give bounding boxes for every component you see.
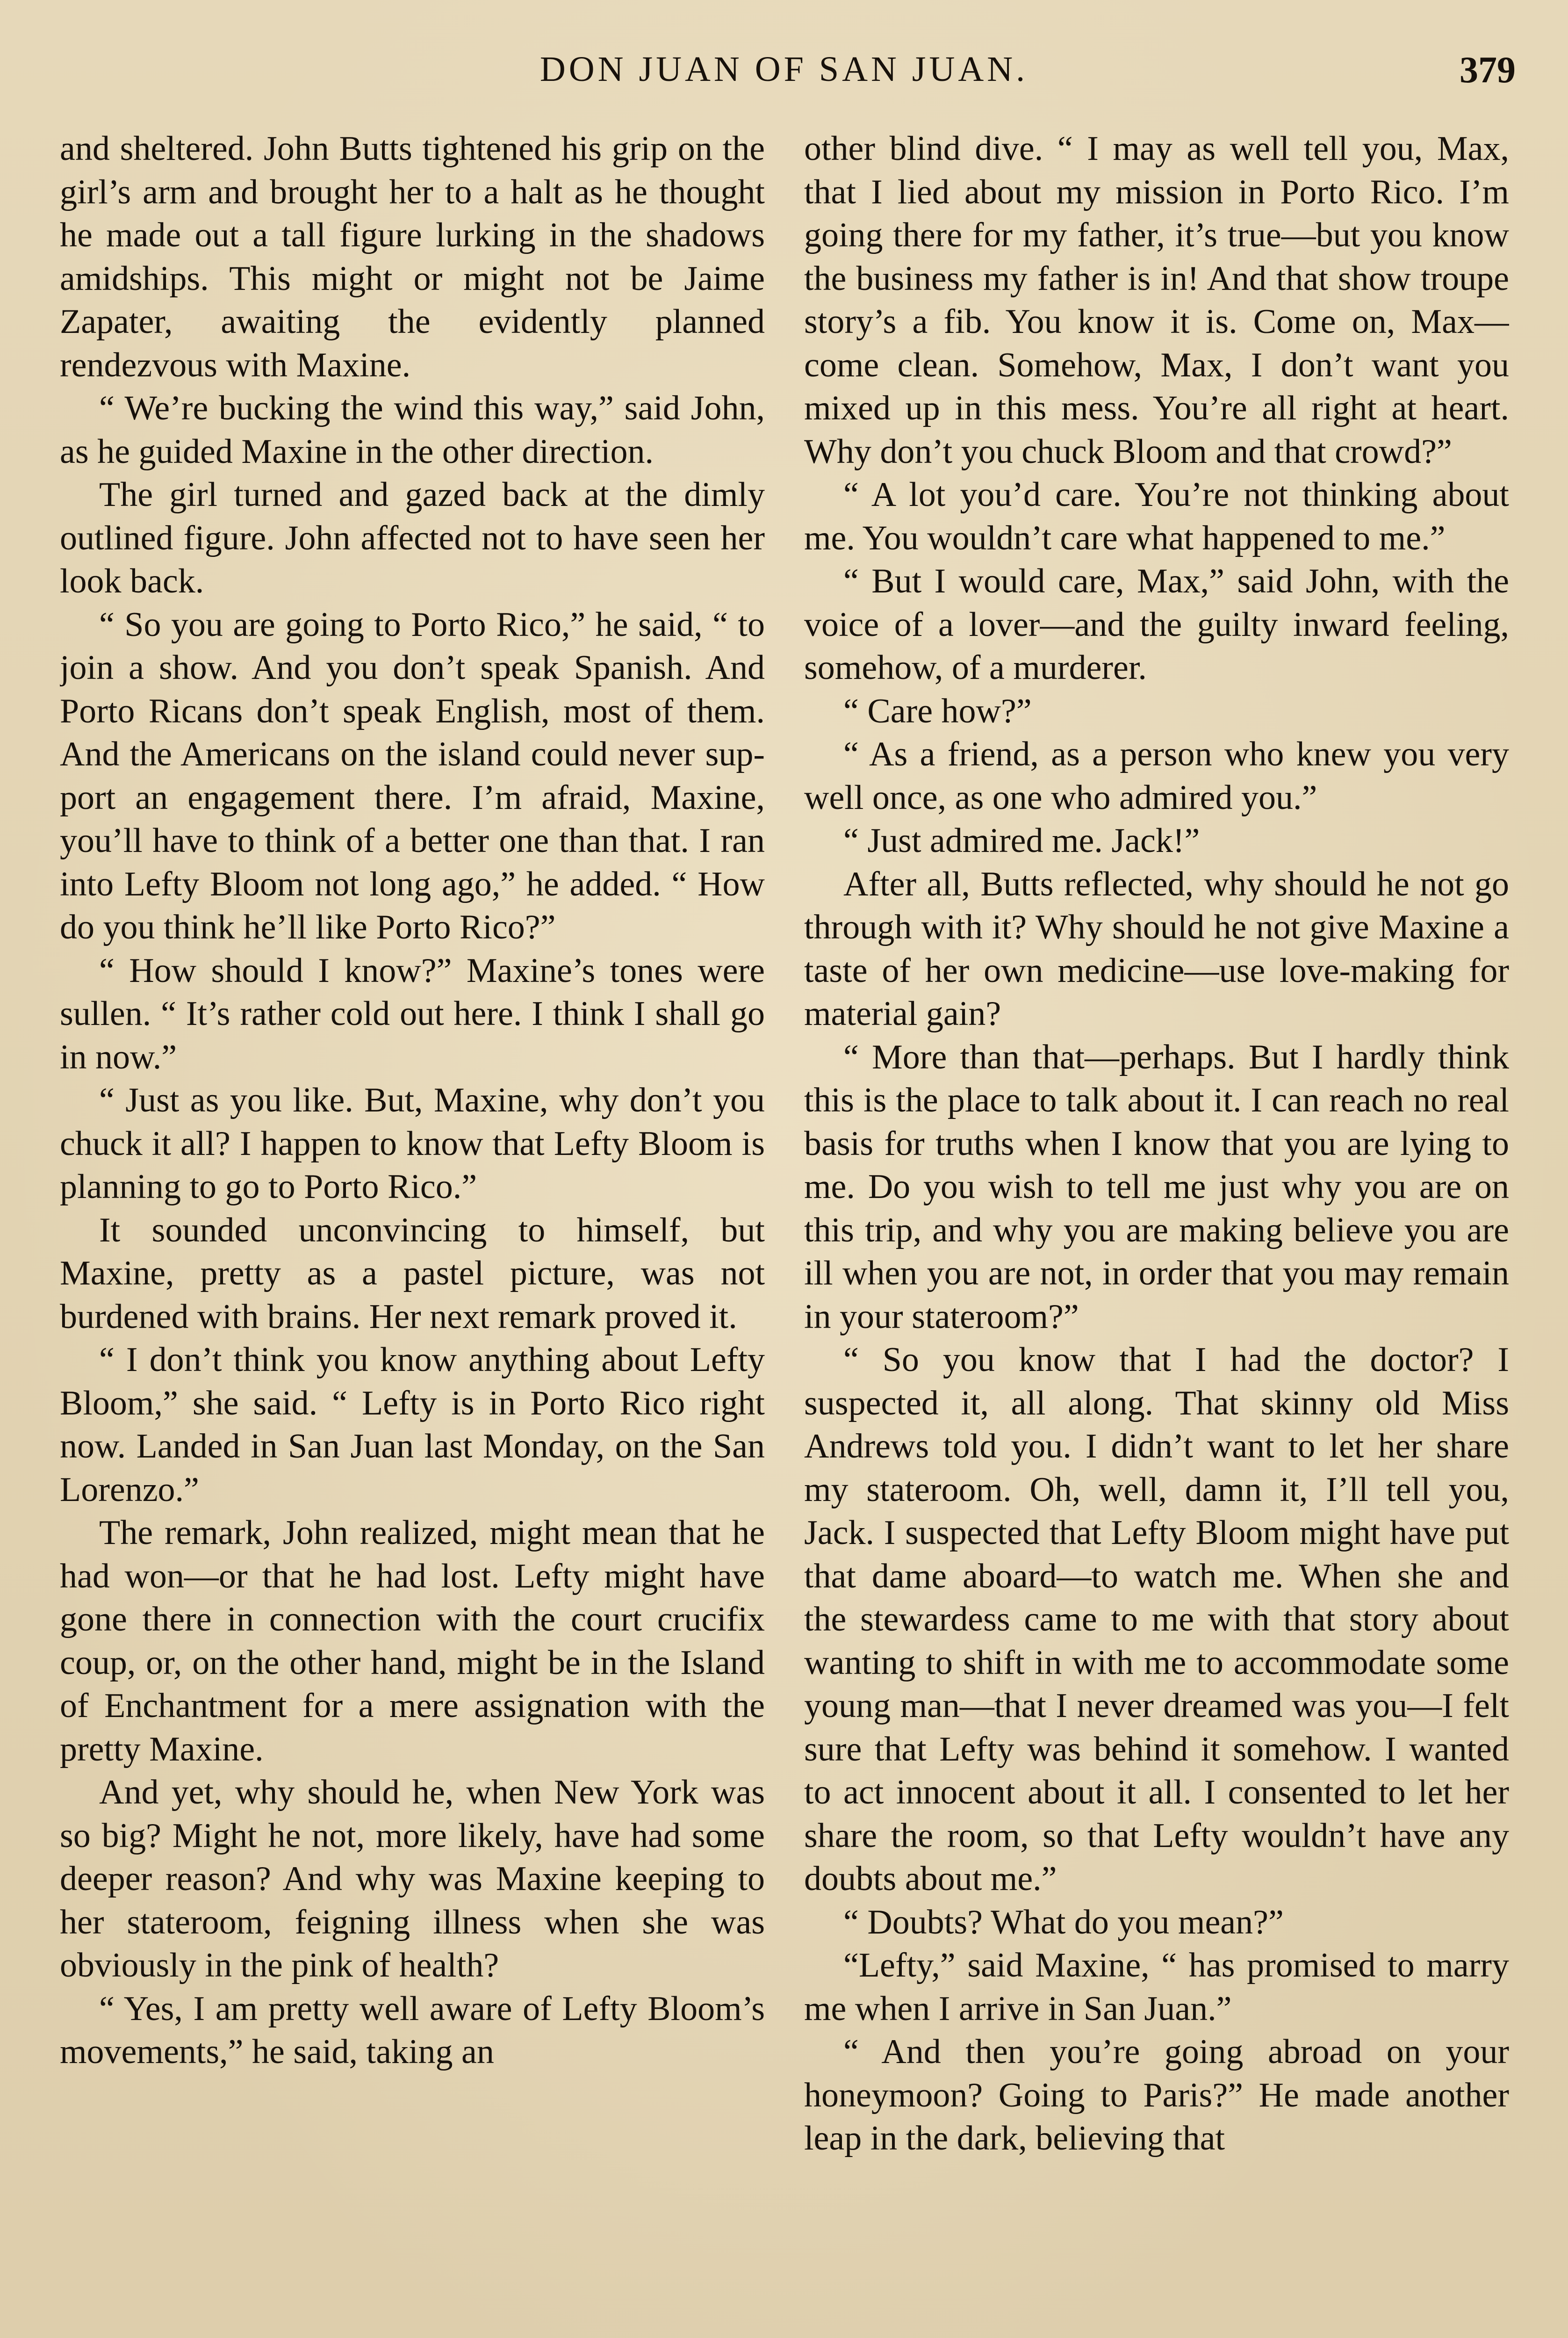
paragraph: “ Just admired me. Jack!”	[843, 822, 1200, 860]
paragraph: “ I don’t think you know anything about Lefty Bloom,” she said. “ Lefty is in Porto Rico right now. Landed in San Juan last Monday, on the San Lorenzo.”	[60, 1341, 765, 1509]
paragraph: “ More than that—perhaps. But I hardly think this is the place to talk about it. I can reach no real basis for truths when I know that you are lying to me. Do you wish to tell me just why you are on this trip, and why you are making believe you are ill when you are not, in order that you may remain in your stateroom?”	[804, 1038, 1509, 1336]
paragraph: “ Just as you like. But, Maxine, why don’t you chuck it all? I happen to know that Lefty Bloom is planning to go to Porto Rico.”	[60, 1081, 765, 1206]
page-number: 379	[1460, 50, 1516, 91]
paragraph: “ But I would care, Max,” said John, with the voice of a lover—and the guilty inward feeling, somehow, of a murderer.	[804, 562, 1509, 687]
paragraph: “Lefty,” said Maxine, “ has promised to marry me when I arrive in San Juan.”	[804, 1946, 1509, 2028]
paragraph: “ So you know that I had the doctor? I suspected it, all along. That skinny old Miss Andrews told you. I didn’t want to let her share my stateroom. Oh, well, damn it, I’ll tell you, Jack. I suspected that Lefty Bloom might have put that dame aboard—to watch me. When she and the stewardess came to me with that story about wanting to shift in with me to accommodate some young man—that I never dreamed was you—I felt sure that Lefty was behind it somehow. I wanted to act innocent about it all. I consented to let her share the room, so that Lefty wouldn’t have any doubts about me.”	[804, 1341, 1509, 1898]
right-column	[804, 127, 1509, 2338]
paragraph: “ Doubts? What do you mean?”	[843, 1903, 1284, 1941]
running-head	[0, 49, 1568, 101]
paragraph: And yet, why should he, when New York was so big? Might he not, more likely, have had some deeper reason? And why was Maxine keeping to her stateroom, feigning illness when she was obviously in the pink of health?	[60, 1773, 765, 1984]
paragraph: The remark, John realized, might mean that he had won—or that he had lost. Lefty might have gone there in connection with the court crucifix coup, or, on the other hand, might be in the Island of Enchantment for a mere assignation with the pretty Maxine.	[60, 1514, 765, 1768]
paragraph: “ As a friend, as a person who knew you very well once, as one who admired you.”	[804, 735, 1509, 817]
paragraph: “ Care how?”	[843, 692, 1032, 730]
paragraph: “ A lot you’d care. You’re not thinking about me. You wouldn’t care what happened to me.”	[804, 476, 1509, 557]
left-column	[60, 127, 765, 2338]
paragraph: “ We’re bucking the wind this way,” said John, as he guided Maxine in the other direction.	[60, 389, 765, 471]
paragraph: “ How should I know?” Maxine’s tones were sullen. “ It’s rather cold out here. I think I shall go in now.”	[60, 951, 765, 1076]
paragraph: The girl turned and gazed back at the dimly outlined figure. John affected not to have seen her look back.	[60, 476, 765, 600]
paragraph: It sounded unconvincing to himself, but Maxine, pretty as a pastel picture, was not burdened with brains. Her next remark proved it.	[60, 1211, 765, 1336]
paragraph: After all, Butts reflected, why should he not go through with it? Why should he not give Maxine a taste of her own medicine—use love-making for material gain?	[804, 865, 1509, 1033]
paragraph: “ And then you’re going abroad on your honeymoon? Going to Paris?” He made another leap in the dark, believing that	[804, 2033, 1509, 2158]
running-title: DON JUAN OF SAN JUAN.	[539, 50, 1029, 89]
paragraph: “ So you are going to Porto Rico,” he said, “ to join a show. And you don’t speak Spanish. And Porto Ricans don’t speak English, most of them. And the Americans on the island could never support an engagement there. I’m afraid, Maxine, you’ll have to think of a better one than that. I ran into Lefty Bloom not long ago,” he added. “ How do you think he’ll like Porto Rico?”	[60, 605, 765, 946]
paragraph: and sheltered. John Butts tightened his grip on the girl’s arm and brought her to a halt as he thought he made out a tall figure lurking in the shadows amidships. This might or might not be Jaime Zapater, awaiting the evidently planned rendezvous with Maxine.	[60, 130, 765, 384]
paragraph: other blind dive. “ I may as well tell you, Max, that I lied about my mission in Porto Rico. I’m going there for my father, it’s true—but you know the business my father is in! And that show troupe story’s a fib. You know it is. Come on, Max—come clean. Somehow, Max, I don’t want you mixed up in this mess. You’re all right at heart. Why don’t you chuck Bloom and that crowd?”	[804, 130, 1509, 471]
paragraph: “ Yes, I am pretty well aware of Lefty Bloom’s movements,” he said, taking an	[60, 1989, 765, 2071]
